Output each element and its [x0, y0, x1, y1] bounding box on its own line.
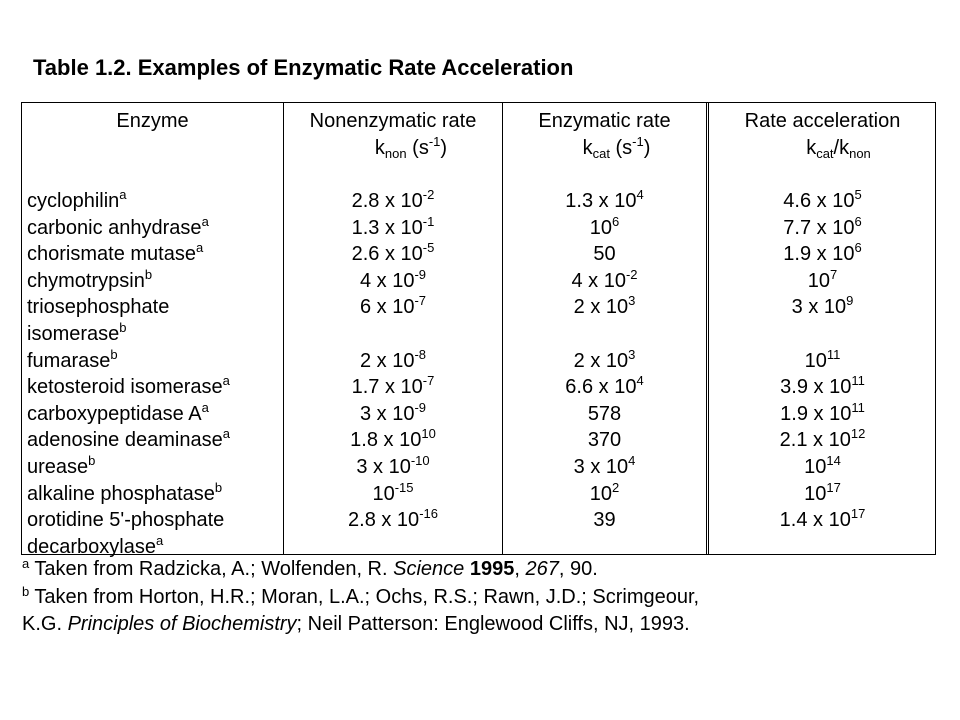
nonenzymatic-rate-cell: [284, 321, 502, 348]
nonenzymatic-rate-cell: [284, 534, 502, 561]
enzyme-name-cell: chymotrypsin$^b$: [27, 266, 153, 292]
header-rate-acceleration-label: Rate acceleration: [744, 110, 901, 132]
nonenzymatic-rate-cell: 2.8 x $10^{-2}$: [351, 187, 435, 212]
header-enzymatic: [503, 108, 706, 162]
enzyme-name-cell: ketosteroid isomerase$^a$: [27, 373, 230, 399]
header-nonenzymatic-label: Nonenzymatic rate: [309, 110, 477, 132]
rate-acceleration-cell: $10^{14}$: [804, 452, 841, 478]
enzyme-name-cell: decarboxylase$^a$: [27, 532, 164, 558]
enzyme-name-cell: fumarase$^b$: [27, 346, 118, 372]
rate-acceleration-cell: $10^{11}$: [804, 346, 841, 372]
nonenzymatic-rate-cell: 3 x $10^{-9}$: [359, 399, 427, 425]
rate-acceleration-cell: 3.9 x $10^{11}$: [780, 373, 865, 399]
enzymatic-rate-cell: 3 x $10^4$: [573, 452, 636, 478]
enzymatic-rate-cell: 4 x $10^{-2}$: [571, 266, 638, 292]
enzymatic-rate-cell: 39: [593, 509, 616, 532]
enzyme-name-cell: orotidine 5'-phosphate: [27, 509, 225, 532]
enzymatic-rate-cell: 50: [593, 243, 616, 266]
enzymatic-rate-cell: 2 x $10^3$: [573, 293, 636, 319]
enzyme-name-cell: chorismate mutase$^a$: [27, 240, 204, 266]
table-title: Table 1.2. Examples of Enzymatic Rate Acceleration: [33, 55, 574, 80]
rate-table: [21, 102, 936, 558]
rate-acceleration-cell: 7.7 x $10^6$: [783, 213, 862, 239]
header-enzyme-label: Enzyme: [116, 110, 189, 132]
enzyme-name-cell: isomerase$^b$: [27, 319, 127, 345]
enzymatic-rate-cell: 370: [587, 429, 622, 452]
enzyme-name-cell: triosephosphate: [27, 296, 170, 319]
rate-acceleration-cell: $10^7$: [807, 266, 838, 292]
footnote-b: $^b$ Taken from Horton, H.R.; Moran, L.A.; Ochs, R.S.; Rawn, J.D.; Scrimgeour,: [22, 584, 700, 608]
header-enzymatic-label: Enzymatic rate: [538, 110, 671, 132]
rate-acceleration-cell: [709, 321, 936, 348]
nonenzymatic-rate-cell: 3 x $10^{-10}$: [356, 452, 430, 478]
rate-acceleration-cell: 1.9 x $10^6$: [783, 240, 862, 266]
enzymatic-rate-cell: 2 x $10^3$: [573, 346, 636, 372]
enzymatic-rate-column: [503, 188, 706, 560]
header-enzyme: [22, 108, 283, 135]
header-nonenzymatic: [284, 108, 502, 162]
header-rate-acceleration: [709, 108, 936, 162]
nonenzymatic-rate-cell: 6 x $10^{-7}$: [359, 293, 427, 319]
enzymatic-rate-cell: $10^6$: [589, 213, 620, 239]
enzymatic-rate-cell: $10^2$: [589, 479, 620, 505]
nonenzymatic-rate-cell: 2 x $10^{-8}$: [359, 346, 427, 372]
nonenzymatic-rate-cell: 4 x $10^{-9}$: [359, 266, 427, 292]
rate-acceleration-cell: $10^{17}$: [804, 479, 841, 505]
nonenzymatic-rate-cell: 1.3 x $10^{-1}$: [351, 213, 435, 239]
nonenzymatic-rate-cell: 1.7 x $10^{-7}$: [351, 373, 435, 399]
rate-acceleration-cell: 1.9 x $10^{11}$: [780, 399, 865, 425]
nonenzymatic-rate-cell: 2.6 x $10^{-5}$: [351, 240, 435, 266]
footnote-b-continued: K.G. Principles of Biochemistry; Neil Patterson: Englewood Cliffs, NJ, 1993.: [22, 613, 690, 635]
enzyme-name-cell: carbonic anhydrase$^a$: [27, 213, 209, 239]
nonenzymatic-rate-column: [284, 188, 502, 560]
rate-acceleration-column: [709, 188, 936, 560]
enzyme-name-cell: adenosine deaminase$^a$: [27, 426, 230, 452]
enzymatic-rate-cell: 6.6 x $10^4$: [565, 373, 644, 399]
nonenzymatic-rate-cell: 2.8 x $10^{-16}$: [348, 506, 438, 532]
header-rate-acceleration-symbol: $k_{cat}/k_{non}$: [806, 137, 871, 161]
nonenzymatic-rate-cell: $10^{-15}$: [372, 479, 414, 505]
enzyme-name-cell: cyclophilin$^a$: [27, 187, 127, 212]
rate-acceleration-cell: 2.1 x $10^{12}$: [779, 426, 866, 452]
enzyme-column: [27, 188, 283, 560]
enzymatic-rate-cell: [503, 321, 706, 348]
rate-acceleration-cell: [709, 534, 936, 561]
footnote-a: $^a$ Taken from Radzicka, A.; Wolfenden, R. Science 1995, 267, 90.: [22, 556, 598, 580]
enzymatic-rate-cell: 578: [587, 402, 622, 425]
nonenzymatic-rate-cell: 1.8 x $10^{10}$: [350, 426, 436, 452]
enzyme-name-cell: alkaline phosphatase$^b$: [27, 479, 223, 505]
enzymatic-rate-cell: 1.3 x $10^4$: [565, 187, 644, 212]
header-enzymatic-symbol: $k_{cat}$ $(s^{-1})$: [582, 134, 651, 161]
enzyme-name-cell: urease$^b$: [27, 452, 96, 478]
rate-acceleration-cell: 4.6 x $10^5$: [783, 187, 862, 212]
header-nonenzymatic-symbol: $k_{non}$ $(s^{-1})$: [374, 134, 448, 161]
enzymatic-rate-cell: [503, 534, 706, 561]
rate-acceleration-cell: 1.4 x $10^{17}$: [779, 506, 866, 532]
rate-acceleration-cell: 3 x $10^9$: [791, 293, 854, 319]
enzyme-name-cell: carboxypeptidase $A^a$: [27, 399, 209, 425]
